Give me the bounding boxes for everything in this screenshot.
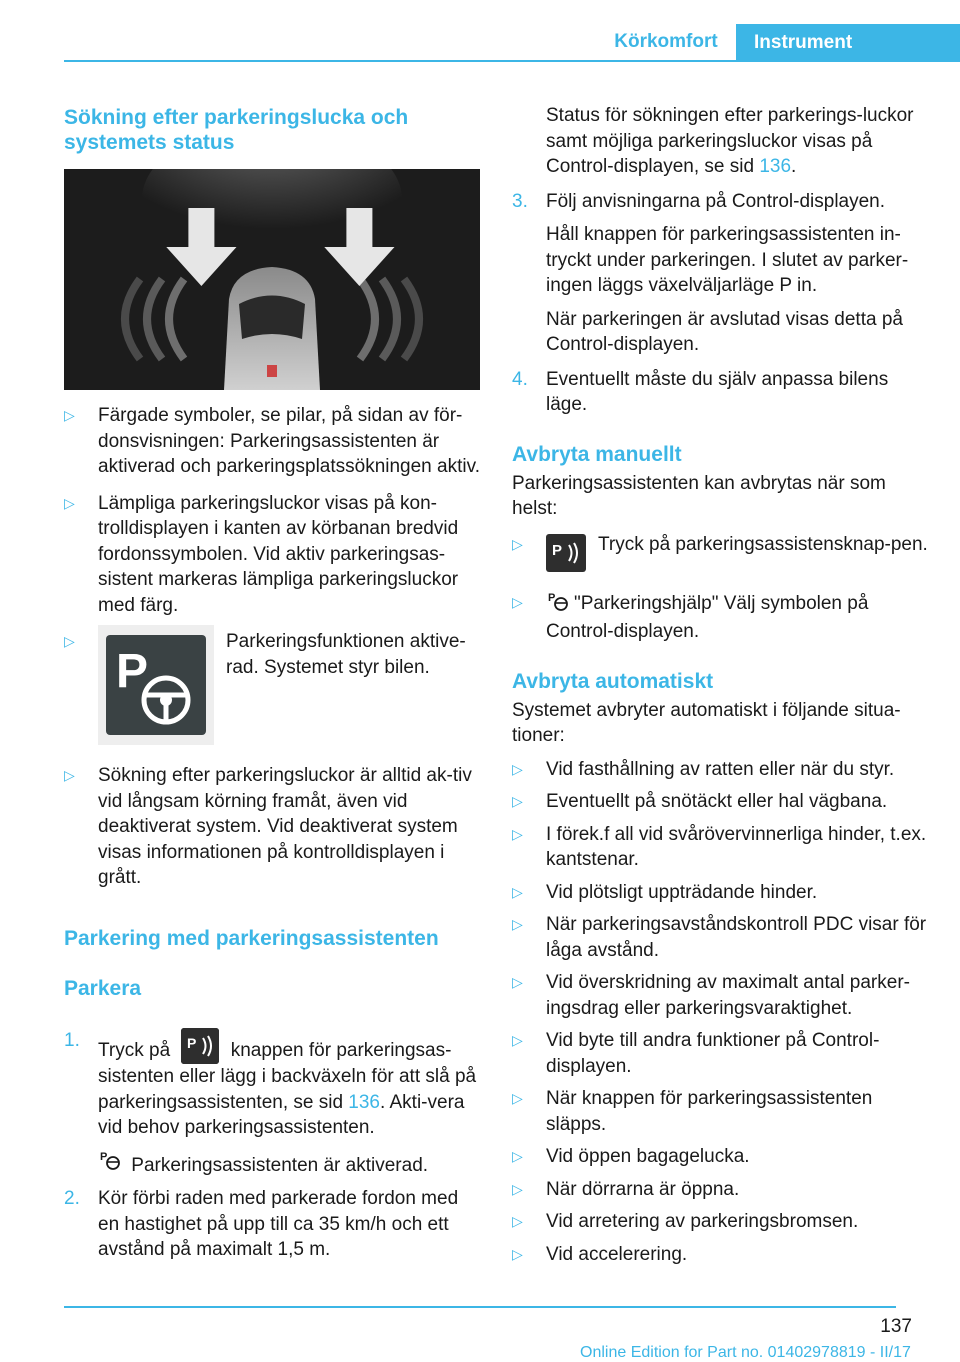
tab-korkomfort[interactable]: Körkomfort	[598, 24, 734, 60]
list-item-step-4: 4. Eventuellt måste du själv anpassa bilens läge.	[512, 368, 889, 415]
subsection-heading-park: Parkera	[64, 977, 142, 1000]
triangle-bullet-icon: ▷	[512, 535, 523, 552]
step-2-continuation: Status för sökningen efter parkerings-luckor samt möjliga parkeringsluckor visas på Control-displayen, se sid 136.	[546, 105, 914, 177]
triangle-bullet-icon: ▷	[512, 1245, 523, 1262]
triangle-bullet-icon: ▷	[512, 1180, 523, 1197]
list-item: ▷ Vid accelerering.	[512, 1242, 928, 1268]
step-1-note: P Parkeringsassistenten är aktiverad.	[64, 1149, 480, 1179]
list-item-step-1: 1. Tryck på P knappen för parkeringsas-sistenten eller lägg i backväxeln för att slå på parkeringsassistenten, se sid 136. Akti-vera vid behov parkeringsassistenten.	[64, 1030, 477, 1138]
triangle-bullet-icon: ▷	[64, 633, 75, 649]
triangle-bullet-icon: ▷	[512, 1032, 523, 1048]
icon-bullet-text: Parkeringsfunktionen aktive-rad. Systemet styr bilen.	[226, 631, 466, 678]
triangle-bullet-icon: ▷	[512, 1090, 523, 1106]
list-item: ▷ När dörrarna är öppna.	[512, 1177, 928, 1203]
parking-steering-small-icon	[546, 590, 574, 620]
car-top-view-image	[64, 169, 480, 390]
list-item: ▷ Vid byte till andra funktioner på Control-displayen.	[512, 1030, 880, 1077]
list-item: ▷ I förek.f all vid svårövervinnerliga hinder, t.ex. kantstenar.	[512, 823, 927, 870]
triangle-bullet-icon: ▷	[512, 916, 523, 932]
svg-text:P: P	[116, 645, 149, 698]
list-item: ▷ Vid öppen bagagelucka.	[512, 1144, 928, 1170]
parking-steering-wheel-icon	[106, 635, 206, 735]
triangle-bullet-icon: ▷	[512, 593, 523, 610]
list-item: ▷ Lämpliga parkeringsluckor visas på kon-trolldisplayen i kanten av körbanan bredvid fordonssymbolen. Vid aktiv parkeringsas-sistent markeras lämpliga parkeringsluckor med färg.	[64, 492, 459, 616]
page-link-136[interactable]: 136	[348, 1091, 380, 1113]
triangle-bullet-icon: ▷	[512, 883, 523, 900]
edition-footer: Online Edition for Part no. 01402978819 - II/17	[580, 1344, 911, 1361]
list-item: ▷ P "Parkeringshjälp" Välj symbolen på Control-displayen.	[512, 591, 869, 642]
list-item: ▷ När parkeringsavståndskontroll PDC visar för låga avstånd.	[512, 914, 927, 961]
list-item-step-2: 2. Kör förbi raden med parkerade fordon med en hastighet på upp till ca 35 km/h och ett avstånd på maximalt 1,5 m.	[64, 1188, 459, 1260]
parking-steering-icon-frame	[98, 625, 214, 745]
auto-intro: Systemet avbryter automatiskt i följande situa-tioner:	[512, 699, 901, 746]
section-heading-cancel-auto: Avbryta automatiskt	[512, 669, 714, 693]
list-item: ▷ Vid arretering av parkeringsbromsen.	[512, 1209, 928, 1235]
svg-text:P: P	[552, 541, 563, 559]
triangle-bullet-icon: ▷	[512, 1213, 523, 1229]
page-header	[0, 0, 960, 62]
list-item: ▷ Sökning efter parkeringsluckor är alltid ak-tiv vid långsam körning framåt, även vid deaktiverat system. Vid deaktiverat system visas informationen på kontrolldisplayen i grått.	[64, 765, 472, 888]
step-3-paragraph: Håll knappen för parkeringsassistenten in-tryckt under parkeringen. I slutet av parker-ingen läggs växelväljarläge P in.	[546, 224, 909, 296]
section-heading-parking-assistant: Parkering med parkeringsassistenten	[64, 927, 439, 950]
parking-display-illustration	[64, 169, 480, 390]
list-item: ▷ När knappen för parkeringsassistenten släpps.	[512, 1088, 873, 1135]
triangle-bullet-icon: ▷	[512, 793, 523, 809]
auto-cancel-list	[512, 757, 928, 1268]
page-link-136[interactable]: 136	[759, 156, 792, 177]
parking-assistant-button-icon	[546, 534, 586, 580]
section-heading-cancel-manual: Avbryta manuellt	[512, 442, 682, 466]
svg-text:P: P	[100, 1150, 108, 1163]
triangle-bullet-icon: ▷	[64, 494, 75, 511]
svg-text:P: P	[187, 1035, 197, 1051]
list-item: ▷ P Tryck på parkeringsassistensknap-pen.	[512, 532, 928, 580]
list-item-step-3: 3. Följ anvisningarna på Control-displayen.	[512, 190, 886, 212]
triangle-bullet-icon: ▷	[64, 407, 75, 423]
list-item: ▷ Vid plötsligt uppträdande hinder.	[512, 880, 928, 906]
tab-instrument[interactable]: Instrument	[736, 24, 960, 62]
svg-text:P: P	[548, 591, 556, 604]
triangle-bullet-icon: ▷	[512, 825, 523, 842]
footer-rule	[64, 1306, 896, 1308]
parking-steering-small-icon	[98, 1149, 126, 1179]
section-heading-search: Sökning efter parkeringslucka och systemets status	[64, 106, 409, 154]
parking-assistant-button-icon	[181, 1028, 219, 1064]
triangle-bullet-icon: ▷	[512, 1148, 523, 1164]
list-item: ▷ Eventuellt på snötäckt eller hal vägbana.	[512, 789, 928, 815]
triangle-bullet-icon: ▷	[512, 974, 523, 990]
list-item	[64, 629, 480, 757]
step-3-paragraph: När parkeringen är avslutad visas detta på Control-displayen.	[546, 308, 903, 355]
triangle-bullet-icon: ▷	[512, 760, 523, 777]
triangle-bullet-icon: ▷	[64, 767, 75, 783]
list-item: ▷ Färgade symboler, se pilar, på sidan av för-donsvisningen: Parkeringsassistenten är aktiverad och parkeringsplatssökningen aktiv.	[64, 405, 480, 477]
page-number: 137	[880, 1316, 912, 1337]
list-item: ▷ Vid överskridning av maximalt antal parker-ingsdrag eller parkeringsvaraktighet.	[512, 972, 910, 1019]
manual-intro: Parkeringsassistenten kan avbrytas när som helst:	[512, 472, 886, 519]
parking-assistant-icon	[181, 1028, 219, 1064]
list-item: ▷ Vid fasthållning av ratten eller när du styr.	[512, 757, 928, 783]
